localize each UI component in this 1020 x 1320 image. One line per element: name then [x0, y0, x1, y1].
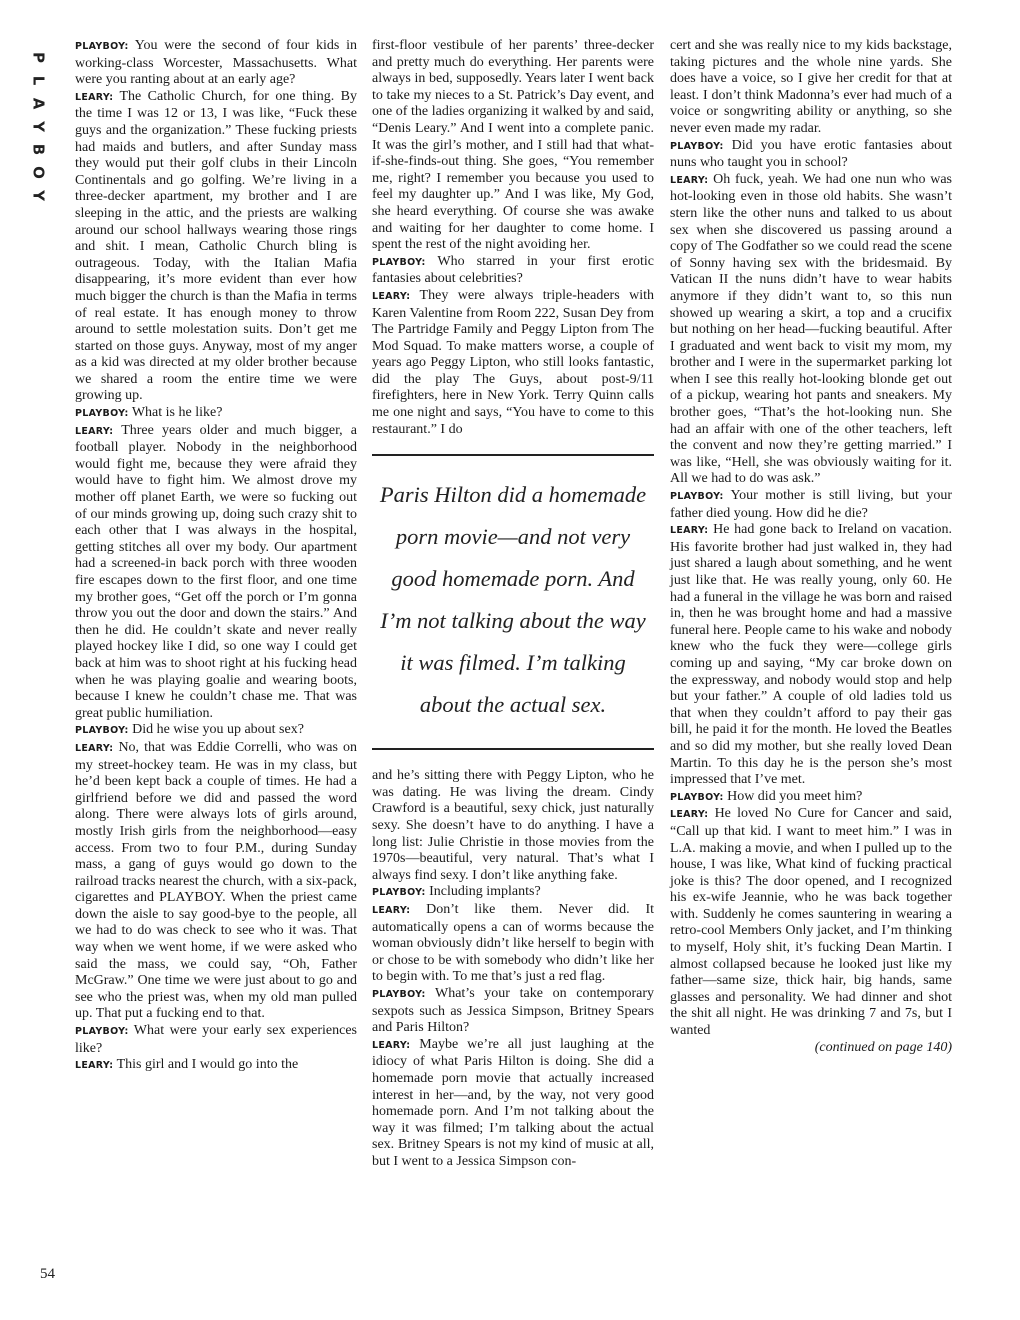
speaker-label-leary: LEARY: [372, 1039, 411, 1051]
paragraph [670, 522, 952, 789]
speaker-label-leary: LEARY: [670, 174, 709, 186]
speaker-label-playboy: PLAYBOY: [75, 725, 129, 737]
speaker-label-playboy: PLAYBOY: [75, 408, 129, 420]
paragraph [372, 884, 654, 902]
paragraph [670, 488, 952, 522]
paragraph [372, 768, 654, 884]
paragraph-text: cert and she was really nice to my kids backstage, taking pictures and the whole nine yards. She does have a voice, so I give her credit for that at least. I don’t think Madonna’s ever had much of a voice or songwriting ability or anything, so she never even made my radar. [670, 38, 952, 136]
paragraph [372, 902, 654, 986]
paragraph [75, 722, 357, 740]
speaker-label-leary: LEARY: [75, 742, 114, 754]
paragraph [372, 254, 654, 288]
paragraph-text: first-floor vestibule of her parents’ three-decker and pretty much do everything. Her parents were always in bed, supposedly. Years later I went back to take my nieces to a St. Patrick’s Day event, and one of the ladies organizing it walked by and said, “Denis Leary.” And I went into a complete panic. It was the girl’s mother, and I still had that what-if-she-finds-out thing. She goes, “You remember me, right? I remember you because you used to feel my daughter up.” And I was like, My God, she heard everything. Of course she was awake and waiting for her daughter to come home. I spent the rest of the night avoiding her. [372, 38, 654, 253]
side-logo-letter: B [29, 143, 48, 156]
speaker-label-playboy: PLAYBOY: [372, 887, 426, 899]
speaker-label-playboy: PLAYBOY: [75, 1026, 129, 1038]
paragraph-text: Don’t like them. Never did. It automatically opens a can of worms because the woman obviously didn’t like herself to begin with or chose to be with somebody who didn’t like her to begin with. To me that’s just a red flag. [372, 902, 655, 985]
column-3 [670, 38, 952, 1056]
speaker-label-leary: LEARY: [670, 525, 709, 537]
paragraph [372, 1037, 654, 1171]
paragraph-text: No, that was Eddie Correlli, who was on my street-hockey team. He was in my class, but he’d been kept back a couple of times. He had a girlfriend before we did and passed the word along. There were always lots of girls around, mostly Irish girls from the neighborhood—easy access. From two to four P.M., during Sunday mass, a gang of guys would go down to the railroad tracks nearest the church, with a six-pack, cigarettes and PLAYBOY. When the priest came down the aisle to say good-bye to the people, all we had to do was check to see who it was. That way when we went home, if we were asked who said the mass, we could say, “Oh, Father McGraw.” One time we were just about to go and see who the priest was, when my old man pulled up. That put a fucking end to that. [75, 739, 357, 1022]
side-logo-letter: Y [29, 121, 48, 132]
column-2-top-paragraphs [372, 38, 654, 438]
paragraph-text: The Catholic Church, for one thing. By the time I was 12 or 13, I was like, “Fuck these guys and the organization.” These fucking priests had maids and butlers, and after Sunday mass they would put their golf clubs in their Lincoln Continentals and go golfing. We’re living in a three-decker apartment, my brother and I are sleeping in the attic, and the priests are walking around our school hallways wearing those rings and shit. I mean, Catholic Church bling is outrageous. Today, with the Italian Mafia disappearing, it’s more evident than ever how much bigger the church is than the Mafia in terms of real estate. It has enough money to throw around to settle molestation suits. Don’t get me started on those guys. Anyway, most of my anger as a kid was directed at my older brother because we shared a room the entire time we were growing up. [75, 88, 357, 404]
paragraph [670, 806, 952, 1039]
column-1 [75, 38, 357, 1075]
paragraph-text: Your mother is still living, but your father died young. How did he die? [670, 488, 952, 521]
continued-note: (continued on page 140) [814, 1039, 952, 1055]
pull-quote: Paris Hilton did a homemade porn movie—and not very good homemade porn. And I’m not talking about the way it was filmed. I’m talking about the actual sex. [372, 454, 654, 750]
side-logo-letter: O [29, 166, 48, 179]
paragraph-text: What’s your take on contemporary sexpots such as Jessica Simpson, Britney Spears and Paris Hilton? [372, 985, 654, 1036]
speaker-label-leary: LEARY: [75, 91, 114, 103]
side-logo-letter: L [29, 75, 48, 86]
speaker-label-playboy: PLAYBOY: [372, 988, 426, 1000]
paragraph-text: Did you have erotic fantasies about nuns who taught you in school? [670, 137, 952, 171]
paragraph [372, 38, 654, 254]
paragraph [75, 405, 357, 423]
speaker-label-leary: LEARY: [372, 290, 411, 302]
paragraph-text: What were your early sex experiences like? [75, 1023, 358, 1056]
speaker-label-playboy: PLAYBOY: [372, 256, 426, 268]
speaker-label-leary: LEARY: [75, 425, 114, 437]
paragraph [670, 38, 952, 138]
paragraph [75, 38, 357, 89]
column-2 [372, 38, 654, 1171]
paragraph [372, 288, 654, 438]
column-3-paragraphs [670, 38, 952, 1040]
paragraph [75, 1023, 357, 1057]
paragraph-text: This girl and I would go into the [116, 1057, 299, 1073]
paragraph-text: They were always triple-headers with Karen Valentine from Room 222, Susan Dey from The Partridge Family and Peggy Lipton from The Mod Squad. To make matters worse, a couple of years ago Peggy Lipton, who still looks fantastic, did the play The Guys, about post-9/11 firefighters, here in New York. Terry Quinn calls me one night and says, “You have to come to this restaurant.” I do [372, 287, 654, 437]
paragraph-text: You were the second of four kids in working-class Worcester, Massachusetts. What were you ranting about at an early age? [75, 38, 357, 88]
side-logo-letter: A [29, 97, 48, 110]
column-2-bottom-paragraphs [372, 768, 654, 1170]
paragraph [670, 172, 952, 488]
page-number: 54 [40, 1266, 55, 1282]
speaker-label-playboy: PLAYBOY: [75, 41, 129, 52]
magazine-side-logo [26, 46, 50, 207]
paragraph-text: Maybe we’re all just laughing at the idiocy of what Paris Hilton is doing. She did a homemade porn movie that actually increased interest in her—and, by the way, not very good homemade porn. And I’m not talking about the way it was filmed; I’m talking about the actual sex. Britney Spears is not my kind of music at all, but I went to a Jessica Simpson con- [372, 1036, 654, 1169]
paragraph [670, 789, 952, 807]
speaker-label-leary: LEARY: [75, 1060, 114, 1072]
paragraph-text: Who starred in your first erotic fantasies about celebrities? [372, 253, 654, 287]
speaker-label-playboy: PLAYBOY: [670, 491, 724, 503]
speaker-label-leary: LEARY: [670, 809, 709, 821]
paragraph-text: Three years older and much bigger, a football player. Nobody in the neighborhood would fight me, because they were afraid they would have to fight him. We almost drove my mother off planet Earth, we were so fucking out of our minds growing up, doing such crazy shit to each other that I was always in the hospital, getting stitches all over my body. Our apartment had a screened-in back porch with three wooden fire escapes down to the first floor, and one time my brother goes, “Get off the porch or I’m gonna throw you out the door and down the stairs.” And then he did. He couldn’t skate and never really played hockey like I did, so one way I could get back at him was to shoot right at his fucking head when he was playing goalie and wearing boots, because I knew he couldn’t chase me. That was great public humiliation. [75, 422, 358, 721]
paragraph [670, 138, 952, 172]
paragraph-text: He had gone back to Ireland on vacation. His favorite brother had just walked in, they had just shared a laugh about something, and he went just like that. He was really young, only 60. He had a funeral in the village he was born and raised in, then he was brought home and had a massive funeral here. People came to his wake and nobody knew who the fuck they were—college girls coming up and saying, “My car broke down on the expressway, and nobody would stop and help but your father.” A couple of old ladies told us that when they couldn’t afford to pay their gas bill, he paid it for the month. He loved the Beatles and so did my mother, but she really loved Dean Martin. To this day he is the person she’s most impressed that I’ve met. [670, 522, 953, 788]
side-logo-letter: P [29, 52, 48, 63]
paragraph-text: Oh fuck, yeah. We had one nun who was hot-looking even in those old habits. She wasn’t stern like the other nuns and talked to us about sex when she discovered us passing around a copy of The Godfather so we could read the scene of Sonny having sex with the bridesmaid. By Vatican II the nuns didn’t have to wear habits anymore if they didn’t want to, so this nun showed up wearing a skirt, a top and a crucifix but nothing on her head—fucking beautiful. After I graduated and went back to visit my mom, my brother and I were in the supermarket parking lot when I see this really hot-looking blonde get out of a pickup, wearing hot pants and sneakers. My brother goes, “That’s the hot-looking nun. She had an affair with one of the other teachers, left the convent and now they’re getting married.” I was like, “Hell, she was obviously waiting for it. All we had to do was ask.” [670, 171, 952, 487]
speaker-label-playboy: PLAYBOY: [670, 791, 724, 803]
column-1-paragraphs [75, 38, 357, 1075]
paragraph-text: He loved No Cure for Cancer and said, “Call up that kid. I want to meet him.” I was in L.A. making a movie, and when I pulled up to the house, I was like, What kind of fucking practical joke is this? The door opened, and I recognized his ex-wife Jeannie, who he was back together with. Suddenly he comes sauntering in wearing a retro-cool Members Only jacket, and I’m thinking to myself, Holy shit, it’s fucking Dean Martin. I almost collapsed because he looked just like my father—same size, thick hair, big hands, same glasses and personality. We had dinner and shot the shit all night. He was drinking 7 and 7s, but I wanted [670, 806, 953, 1039]
speaker-label-playboy: PLAYBOY: [670, 140, 724, 152]
paragraph-text: Did he wise you up about sex? [132, 722, 304, 738]
paragraph [372, 986, 654, 1037]
paragraph [75, 1057, 357, 1075]
side-logo-letter: Y [29, 190, 48, 201]
paragraph [75, 740, 357, 1023]
speaker-label-leary: LEARY: [372, 905, 411, 916]
paragraph-text: and he’s sitting there with Peggy Lipton, who he was dating. He was living the dream. Cindy Crawford is a beautiful, sexy chick, just naturally sexy. She doesn’t have to do anything. I have a long list: Julie Christie in those movies from the 1970s—beautiful, very natural. That’s what I always find sexy. I don’t like anything fake. [372, 768, 654, 883]
paragraph [75, 423, 357, 723]
paragraph [75, 89, 357, 405]
paragraph-text: What is he like? [131, 405, 223, 421]
paragraph-text: How did you meet him? [727, 788, 863, 804]
paragraph-text: Including implants? [429, 884, 541, 900]
